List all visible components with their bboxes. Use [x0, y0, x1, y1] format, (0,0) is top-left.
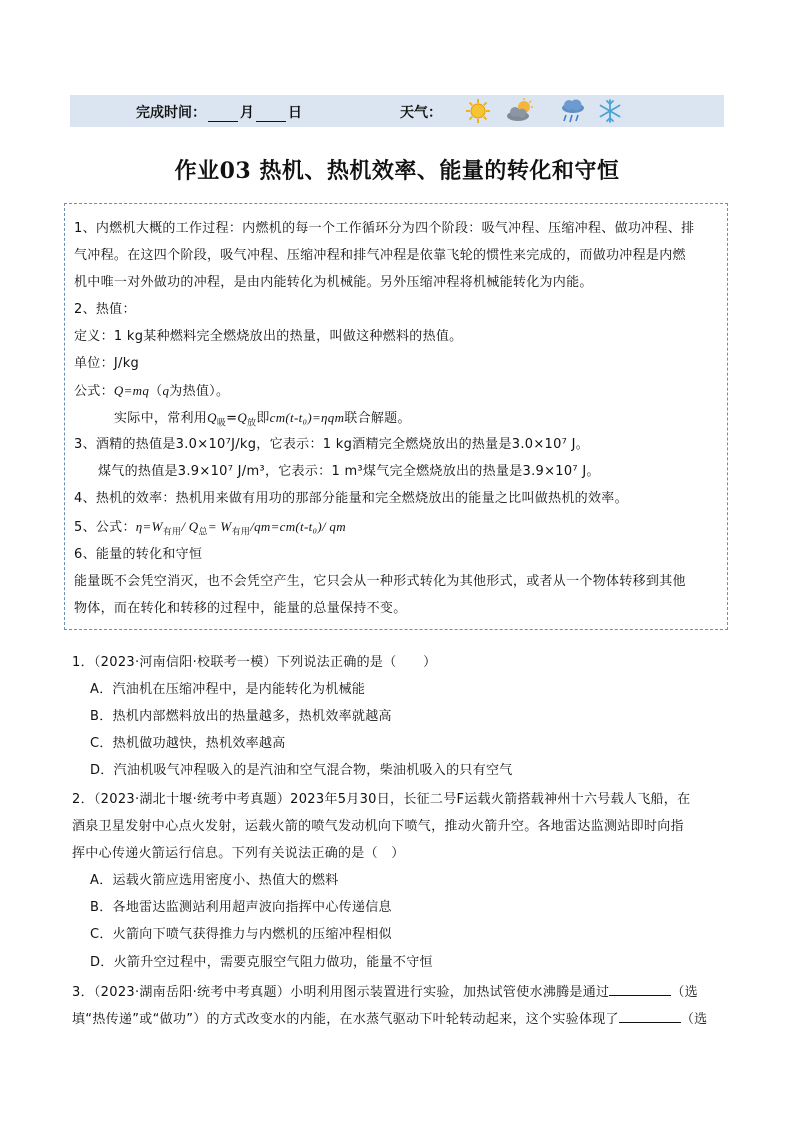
day-label: 日: [288, 105, 302, 121]
q-absorbed: Q: [207, 410, 217, 425]
knowledge-line: 4、热机的效率：热机用来做有用功的那部分能量和完全燃烧放出的能量之比叫做热机的效率。: [74, 491, 628, 506]
question-2-option-a[interactable]: A．运载火箭应选用密度小、热值大的燃料: [90, 873, 339, 888]
knowledge-line: 1、内燃机大概的工作过程：内燃机的每一个工作循环分为四个阶段：吸气冲程、压缩冲程、做功冲程、排: [74, 221, 695, 236]
question-3-stem: [72, 983, 698, 1001]
knowledge-line: 机中唯一对外做功的冲程，是由内能转化为机械能。另外压缩冲程将机械能转化为内能。: [74, 275, 593, 290]
partly-cloudy-icon[interactable]: [504, 97, 538, 125]
knowledge-line: 物体，而在转化和转移的过程中，能量的总量保持不变。: [74, 601, 407, 616]
ji: 即: [256, 411, 270, 426]
sub-absorb: 吸: [216, 418, 227, 429]
heat-equation: cm(t-t₀)=ηqm: [269, 410, 345, 425]
question-1-option-a[interactable]: A．汽油机在压缩冲程中，是内能转化为机械能: [90, 682, 366, 697]
sun-icon[interactable]: [464, 97, 492, 125]
question-1-option-c[interactable]: C．热机做功越快，热机效率越高: [90, 736, 286, 751]
header-bar: [70, 95, 724, 127]
formula-note: 为热值）。: [169, 384, 230, 399]
knowledge-line: 2、热值：: [74, 302, 136, 317]
knowledge-line: 煤气的热值是3.9×10⁷ J/m³，它表示：1 m³煤气完全燃烧放出的热量是3.9×10⁷ J。: [98, 464, 600, 479]
answer-blank-1[interactable]: [609, 983, 671, 996]
month-blank[interactable]: [208, 107, 238, 122]
question-2-stem: 挥中心传递火箭运行信息。下列有关说法正确的是（ ）: [72, 846, 405, 861]
knowledge-line: 6、能量的转化和守恒: [74, 547, 203, 562]
weather-label: 天气：: [400, 105, 442, 121]
eta-w: η=W: [135, 519, 163, 534]
page-title: 作业03 热机、热机效率、能量的转化和守恒: [174, 158, 620, 184]
sub-useful: 有用: [231, 527, 251, 538]
question-3-stem: [72, 1010, 707, 1028]
q-released: Q: [237, 410, 248, 425]
eq-w: = W: [207, 519, 232, 534]
question-1-option-b[interactable]: B．热机内部燃料放出的热量越多，热机效率就越高: [90, 709, 392, 724]
question-1-stem: 1．（2023·河南信阳·校联考一模）下列说法正确的是（ ）: [72, 655, 437, 670]
sub-total: 总: [198, 527, 208, 538]
question-2-option-b[interactable]: B．各地雷达监测站利用超声波向指挥中心传递信息: [90, 900, 392, 915]
formula-prefix: 公式：: [74, 384, 114, 399]
formula-q-mq: Q=mq: [113, 383, 150, 398]
snowflake-icon[interactable]: [596, 97, 624, 125]
question-2-option-c[interactable]: C．火箭向下喷气获得推力与内燃机的压缩冲程相似: [90, 927, 392, 942]
day-blank[interactable]: [256, 107, 286, 122]
finish-label: 完成时间：: [136, 105, 206, 121]
practice-prefix: 实际中，常利用: [114, 411, 208, 426]
knowledge-line: 单位：J/kg: [74, 356, 140, 371]
question-2-stem: 酒泉卫星发射中心点火发射，运载火箭的喷气发动机向下喷气，推动火箭升空。各地雷达监测站即时向指: [72, 819, 684, 834]
formula-q: q: [162, 383, 170, 398]
rain-icon[interactable]: [558, 97, 588, 125]
question-3-text: （选: [680, 1012, 708, 1027]
formula-paren: （: [149, 384, 163, 399]
finish-time-label: [136, 102, 302, 122]
sub-release: 放: [247, 418, 257, 429]
sub-useful: 有用: [162, 527, 182, 538]
answer-blank-2[interactable]: [619, 1010, 681, 1023]
formula-practice-line: [114, 409, 411, 433]
question-3-text: 3．（2023·湖南岳阳·统考中考真题）小明利用图示装置进行实验，加热试管使水沸腾是通过: [72, 985, 610, 1000]
question-2-option-d[interactable]: D．火箭升空过程中，需要克服空气阻力做功，能量不守恒: [90, 955, 433, 970]
equals: =: [226, 411, 238, 426]
knowledge-line: 定义：1 kg某种燃料完全燃烧放出的热量，叫做这种燃料的热值。: [74, 329, 463, 344]
div-q: / Q: [181, 519, 199, 534]
question-3-text: （选: [671, 985, 698, 1000]
month-label: 月: [240, 105, 254, 121]
efficiency-rest: /qm=cm(t-t₀)/ qm: [250, 519, 346, 534]
knowledge-line: 能量既不会凭空消灭，也不会凭空产生，它只会从一种形式转化为其他形式，或者从一个物体转移到其他: [74, 574, 686, 589]
question-2-stem: 2．（2023·湖北十堰·统考中考真题）2023年5月30日，长征二号F运载火箭搭载神州十六号载人飞船，在: [72, 792, 691, 807]
question-3-text: 填“热传递”或“做功”）的方式改变水的内能，在水蒸气驱动下叶轮转动起来，这个实验体现了: [72, 1012, 619, 1027]
knowledge-line: 气冲程。在这四个阶段，吸气冲程、压缩冲程和排气冲程是依靠飞轮的惯性来完成的，而做功冲程是内燃: [74, 248, 686, 263]
knowledge-line: 3、酒精的热值是3.0×10⁷J/kg，它表示：1 kg酒精完全燃烧放出的热量是3.0×10⁷ J。: [74, 437, 590, 452]
formula-line: [74, 382, 229, 400]
question-1-option-d[interactable]: D．汽油机吸气冲程吸入的是汽油和空气混合物，柴油机吸入的只有空气: [90, 763, 513, 778]
efficiency-formula-line: [74, 518, 346, 542]
formula-prefix: 5、公式：: [74, 520, 136, 535]
practice-suffix: 联合解题。: [344, 411, 411, 426]
